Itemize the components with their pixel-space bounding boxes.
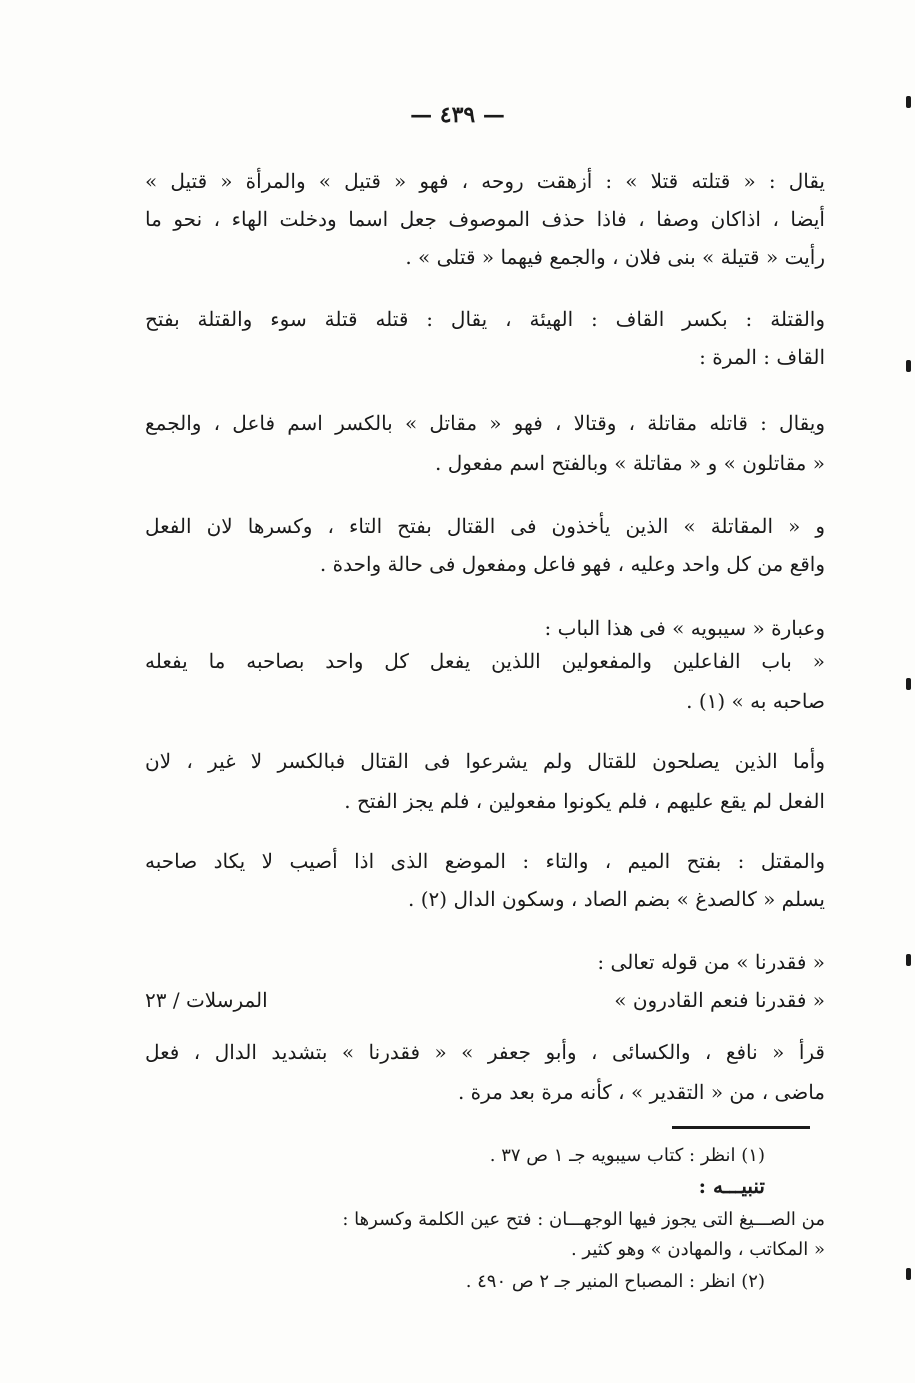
footnote: (٢) انظر : المصباح المنير جـ ٢ ص ٤٩٠ . — [465, 1271, 765, 1292]
body-line: « مقاتلون » و « مقاتلة » وبالفتح اسم مفعول . — [435, 451, 825, 475]
quran-verse: « فقدرنا فنعم القادرون » — [614, 988, 825, 1012]
page-number: — ٤٣٩ — — [410, 102, 505, 128]
body-line: « فقدرنا » من قوله تعالى : — [597, 950, 825, 974]
footnote: « المكاتب ، والمهادن » وهو كثير . — [570, 1239, 825, 1260]
body-line: ويقال : قاتله مقاتلة ، وقتالا ، فهو « مقاتل » بالكسر اسم فاعل ، والجمع — [145, 411, 825, 435]
body-line: ماضى ، من « التقدير » ، كأنه مرة بعد مرة . — [457, 1080, 825, 1104]
body-line: يقال : « قتلته قتلا » : أزهقت روحه ، فهو « قتيل » والمرأة « قتيل » — [145, 169, 825, 193]
body-line: والمقتل : بفتح الميم ، والتاء : الموضع الذى اذا أصيب لا يكاد صاحبه — [145, 849, 825, 873]
footnote-separator — [672, 1126, 810, 1129]
body-line: و « المقاتلة » الذين يأخذون فى القتال بفتح التاء ، وكسرها لان الفعل — [145, 514, 825, 538]
body-line: وأما الذين يصلحون للقتال ولم يشرعوا فى القتال فبالكسر لا غير ، لان — [145, 749, 825, 773]
scan-edge-mark — [906, 360, 911, 372]
scan-edge-mark — [906, 1268, 911, 1280]
body-line: أيضا ، اذاكان وصفا ، فاذا حذف الموصوف جعل اسما ودخلت الهاء ، نحو ما — [145, 207, 825, 231]
body-line: القاف : المرة : — [699, 345, 825, 369]
scan-edge-mark — [906, 954, 911, 966]
body-line: الفعل لم يقع عليهم ، فلم يكونوا مفعولين ، فلم يجز الفتح . — [344, 789, 825, 813]
footnote: (١) انظر : كتاب سيبويه جـ ١ ص ٣٧ . — [489, 1145, 765, 1166]
body-line: واقع من كل واحد وعليه ، فهو فاعل ومفعول فى حالة واحدة . — [319, 552, 825, 576]
body-line: صاحبه به » (١) . — [686, 689, 825, 713]
scan-edge-mark — [906, 678, 911, 690]
body-line: يسلم « كالصدغ » بضم الصاد ، وسكون الدال (٢) . — [408, 887, 825, 911]
body-line: « باب الفاعلين والمفعولين اللذين يفعل كل واحد بصاحبه ما يفعله — [145, 649, 825, 673]
body-line: قرأ « نافع ، والكسائى ، وأبو جعفر » « فقدرنا » بتشديد الدال ، فعل — [145, 1040, 825, 1064]
verse-reference: المرسلات / ٢٣ — [145, 988, 268, 1012]
body-line: وعبارة « سيبويه » فى هذا الباب : — [544, 616, 825, 640]
note-heading: تنبيـــه : — [698, 1174, 765, 1198]
body-line: رأيت « قتيلة » بنى فلان ، والجمع فيهما « قتلى » . — [405, 245, 825, 269]
body-line: والقتلة : بكسر القاف : الهيئة ، يقال : قتله قتلة سوء والقتلة بفتح — [145, 307, 825, 331]
scan-edge-mark — [906, 96, 911, 108]
footnote: من الصـــيغ التى يجوز فيها الوجهـــان : فتح عين الكلمة وكسرها : — [342, 1209, 825, 1230]
